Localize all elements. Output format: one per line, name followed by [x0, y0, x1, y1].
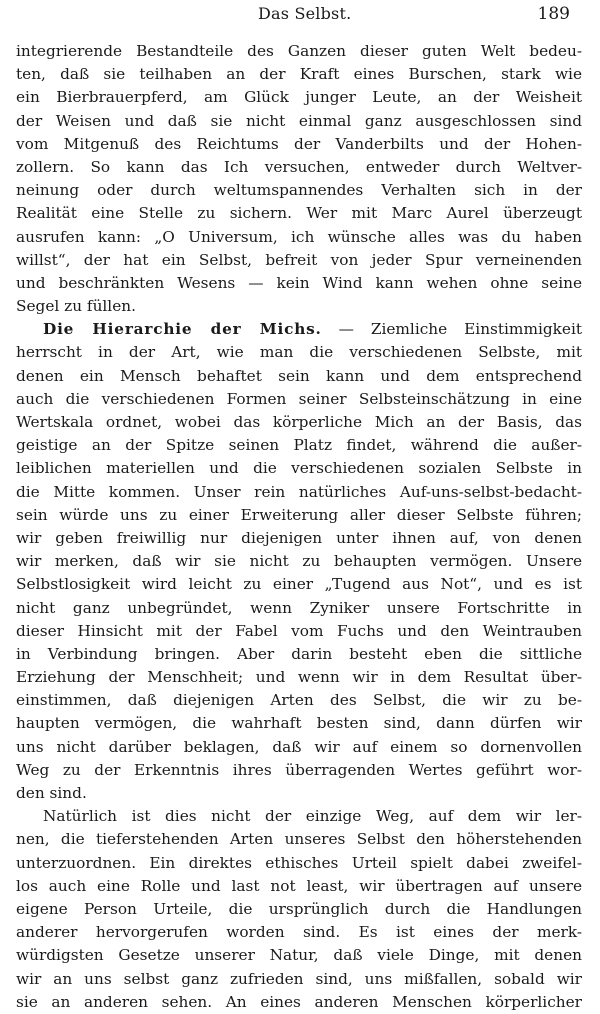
text-line: geistige an der Spitze seinen Platz findet, während die außer- — [16, 436, 582, 455]
text-line: sie an anderen sehen. An eines anderen Menschen körperlicher — [16, 992, 582, 1011]
text-line: los auch eine Rolle und last not least, wir übertragen auf unsere — [16, 876, 582, 895]
text-line: zollern. So kann das Ich versuchen, entweder durch Weltver- — [16, 157, 582, 176]
section-heading: Die Hierarchie der Michs. — [43, 320, 322, 339]
text-line: willst“, der hat ein Selbst, befreit von jeder Spur verneinenden — [16, 250, 582, 269]
text-line: den sind. — [16, 784, 87, 802]
text-line: eigene Person Urteile, die ursprünglich durch die Handlungen — [16, 899, 582, 918]
running-title: Das Selbst. — [258, 4, 352, 23]
text-line: der Weisen und daß sie nicht einmal ganz ausgeschlossen sind — [16, 111, 582, 130]
text-line: ein Bierbrauerpferd, am Glück junger Leute, an der Weisheit — [16, 88, 582, 107]
text-line: herrscht in der Art, wie man die verschiedenen Selbste, mit — [16, 343, 582, 362]
text-line: unterzuordnen. Ein direktes ethisches Urteil spielt dabei zweifel- — [16, 853, 582, 872]
text-line: Segel zu füllen. — [16, 297, 136, 316]
text-line: Weg zu der Erkenntnis ihres überragenden Wertes geführt wor- — [16, 760, 582, 779]
section-heading-line — [16, 318, 582, 341]
text-line: Realität eine Stelle zu sichern. Wer mit Marc Aurel überzeugt — [16, 204, 582, 223]
text-line: auch die verschiedenen Formen seiner Selbsteinschätzung in eine — [16, 389, 582, 408]
text-line: Erziehung der Menschheit; und wenn wir in dem Resultat über- — [16, 668, 582, 687]
text-line: ten, daß sie teilhaben an der Kraft eines Burschen, stark wie — [16, 65, 582, 84]
text-line: einstimmen, daß diejenigen Arten des Selbst, die wir zu be- — [16, 691, 582, 710]
text-line: anderer hervorgerufen worden sind. Es ist eines der merk- — [16, 923, 582, 942]
text-line: in Verbindung bringen. Aber darin besteht eben die sittliche — [16, 644, 582, 663]
text-line: wir merken, daß wir sie nicht zu behaupten vermögen. Unsere — [16, 552, 582, 571]
text-line: Natürlich ist dies nicht der einzige Weg, auf dem wir ler- — [43, 807, 582, 826]
text-line: nen, die tieferstehenden Arten unseres Selbst den höherstehenden — [16, 830, 582, 849]
running-header — [40, 4, 580, 28]
text-line: leiblichen materiellen und die verschiedenen sozialen Selbste in — [16, 459, 582, 478]
section-heading-continuation: — Ziemliche Einstimmigkeit — [321, 320, 582, 339]
text-line: Wertskala ordnet, wobei das körperliche Mich an der Basis, das — [16, 413, 582, 431]
text-line: und beschränkten Wesens — kein Wind kann wehen ohne seine — [16, 273, 582, 292]
text-line: denen ein Mensch behaftet sein kann und dem entsprechend — [16, 366, 582, 385]
text-line: vom Mitgenuß des Reichtums der Vanderbilts und der Hohen- — [16, 134, 582, 153]
text-line: Selbstlosigkeit wird leicht zu einer „Tugend aus Not“, und es ist — [16, 575, 582, 594]
text-line: uns nicht darüber beklagen, daß wir auf einem so dornenvollen — [16, 737, 582, 756]
text-line: neinung oder durch weltumspannendes Verhalten sich in der — [16, 181, 582, 200]
text-line: nicht ganz unbegründet, wenn Zyniker unsere Fortschritte in — [16, 598, 582, 617]
text-line: sein würde uns zu einer Erweiterung aller dieser Selbste führen; — [16, 505, 582, 524]
text-line: haupten vermögen, die wahrhaft besten sind, dann dürfen wir — [16, 714, 582, 733]
body-text — [16, 40, 582, 1014]
page-number: 189 — [537, 4, 570, 24]
text-line: dieser Hinsicht mit der Fabel vom Fuchs und den Weintrauben — [16, 621, 582, 640]
text-line: wir an uns selbst ganz zufrieden sind, uns mißfallen, sobald wir — [16, 969, 582, 988]
text-line: würdigsten Gesetze unserer Natur, daß viele Dinge, mit denen — [16, 946, 582, 965]
text-line: ausrufen kann: „O Universum, ich wünsche alles was du haben — [16, 227, 582, 246]
text-line: integrierende Bestandteile des Ganzen dieser guten Welt bedeu- — [16, 42, 582, 60]
text-line: die Mitte kommen. Unser rein natürliches Auf-uns-selbst-bedacht- — [16, 482, 582, 501]
text-line: wir geben freiwillig nur diejenigen unter ihnen auf, von denen — [16, 528, 582, 547]
